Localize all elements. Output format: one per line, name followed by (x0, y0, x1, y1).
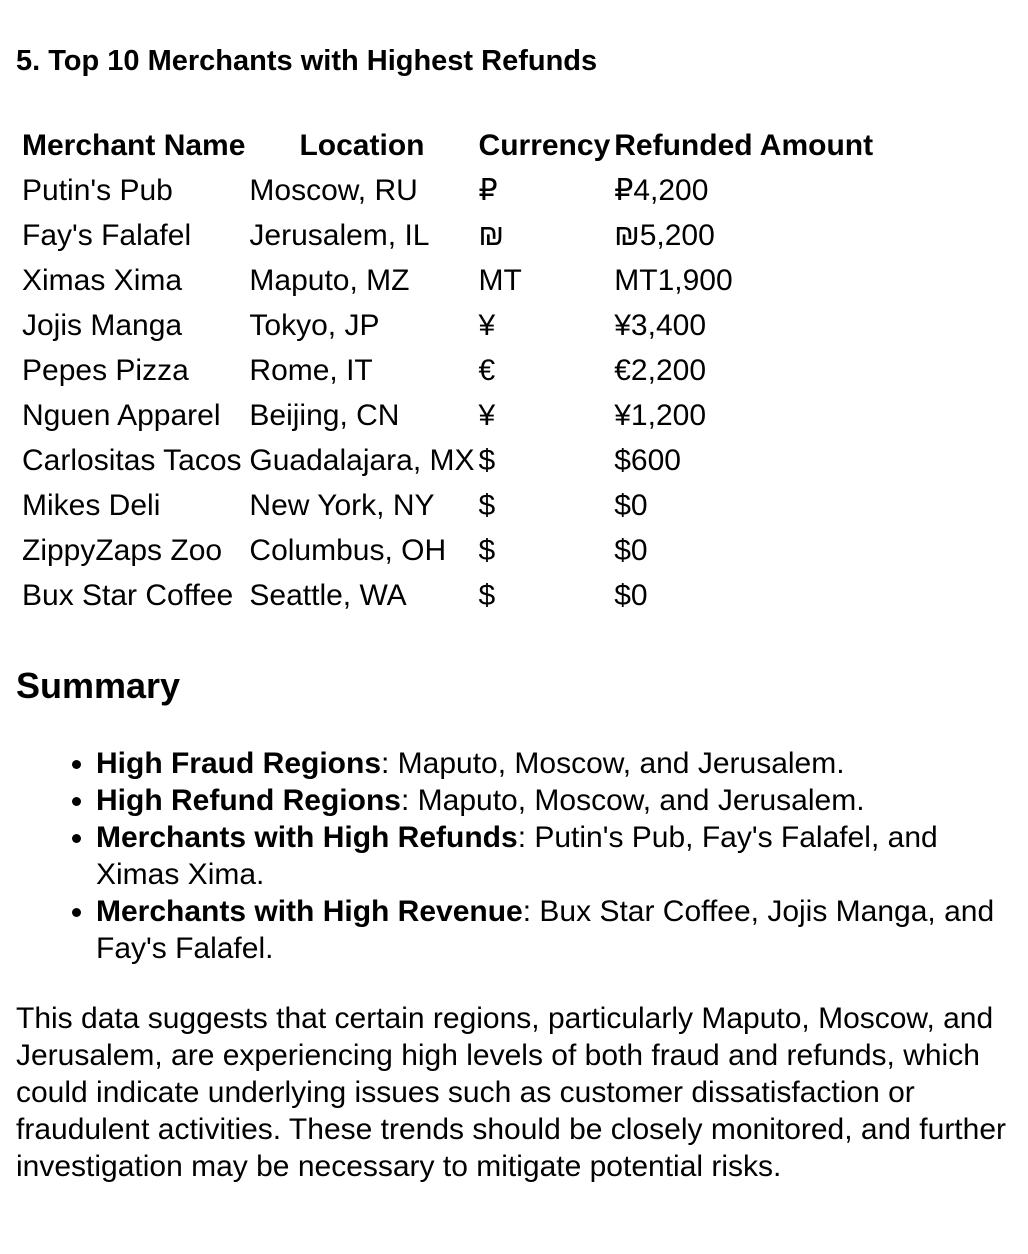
finding-text: : Putin's Pub, Fay's Falafel, and Ximas Xima. (96, 821, 938, 891)
location-cell: Columbus, OH (249, 533, 447, 567)
merchant-name-cell: Nguen Apparel (22, 398, 221, 432)
refunded-amount-cell: MT1,900 (614, 263, 733, 297)
summary-heading: Summary (16, 665, 181, 706)
table-row (20, 393, 875, 438)
finding-label: Merchants with High Revenue (96, 895, 523, 928)
summary-list (16, 745, 1006, 967)
column-header-location: Location (299, 129, 425, 162)
location-cell: Maputo, MZ (249, 263, 410, 297)
refunded-amount-cell: $0 (614, 533, 648, 567)
table-header-row (20, 124, 875, 168)
merchant-name-cell: Mikes Deli (22, 488, 161, 522)
closing-paragraph: This data suggests that certain regions, particularly Maputo, Moscow, and Jerusalem, are experiencing high levels of both fraud and refunds, which could indicate underlying issues such as customer dissatisfaction or fraudulent activities. These trends should be closely monitored, and further investigation may be necessary to mitigate potential risks. (16, 1002, 1006, 1183)
refunded-amount-cell: $0 (614, 488, 648, 522)
table-row (20, 528, 875, 573)
table-row (20, 303, 875, 348)
location-cell: Guadalajara, MX (249, 443, 475, 477)
finding-label: High Fraud Regions (96, 747, 381, 780)
refunded-amount-cell: ¥1,200 (614, 398, 707, 432)
refunded-amount-cell: €2,200 (614, 353, 707, 387)
currency-cell: ¥ (478, 398, 496, 432)
location-cell: Rome, IT (249, 353, 373, 387)
table-row (20, 438, 875, 483)
merchant-name-cell: Fay's Falafel (22, 218, 192, 252)
location-cell: Beijing, CN (249, 398, 400, 432)
table-row (20, 483, 875, 528)
list-item (96, 819, 1006, 893)
column-header-refunded-amount: Refunded Amount (614, 129, 874, 162)
merchant-name-cell: Pepes Pizza (22, 353, 189, 387)
table-row (20, 168, 875, 213)
currency-cell: $ (478, 443, 496, 477)
refunded-amount-cell: ₪5,200 (614, 218, 715, 252)
merchant-name-cell: ZippyZaps Zoo (22, 533, 223, 567)
currency-cell: MT (478, 263, 522, 297)
location-cell: Tokyo, JP (249, 308, 380, 342)
refunded-amount-cell: $0 (614, 578, 648, 612)
currency-cell: ₽ (478, 174, 498, 207)
refunded-amount-cell: ¥3,400 (614, 308, 707, 342)
location-cell: Jerusalem, IL (249, 218, 430, 252)
table-row (20, 573, 875, 618)
table-row (20, 348, 875, 393)
currency-cell: ₪ (478, 218, 505, 252)
finding-text: : Bux Star Coffee, Jojis Manga, and Fay's Falafel. (96, 895, 995, 965)
currency-cell: $ (478, 578, 496, 612)
refunded-amount-cell: ₽4,200 (614, 174, 709, 207)
section-heading: 5. Top 10 Merchants with Highest Refunds (16, 45, 598, 77)
location-cell: New York, NY (249, 488, 435, 522)
list-item (96, 745, 1006, 782)
location-cell: Seattle, WA (249, 578, 407, 612)
currency-cell: ¥ (478, 308, 496, 342)
finding-text: : Maputo, Moscow, and Jerusalem. (381, 747, 845, 780)
refunds-table (20, 124, 875, 618)
merchant-name-cell: Ximas Xima (22, 263, 183, 297)
table-row (20, 213, 875, 258)
list-item (96, 782, 1006, 819)
column-header-currency: Currency (478, 129, 611, 162)
refunded-amount-cell: $600 (614, 443, 681, 477)
finding-label: Merchants with High Refunds (96, 821, 518, 854)
currency-cell: $ (478, 533, 496, 567)
currency-cell: $ (478, 488, 496, 522)
finding-text: : Maputo, Moscow, and Jerusalem. (400, 784, 865, 817)
list-item (96, 893, 1006, 967)
currency-cell: € (478, 353, 496, 387)
column-header-merchant-name: Merchant Name (22, 129, 246, 162)
merchant-name-cell: Bux Star Coffee (22, 578, 234, 612)
merchant-name-cell: Carlositas Tacos (22, 443, 242, 477)
finding-label: High Refund Regions (96, 784, 401, 817)
location-cell: Moscow, RU (249, 173, 418, 207)
merchant-name-cell: Jojis Manga (22, 308, 183, 342)
merchant-name-cell: Putin's Pub (22, 173, 173, 207)
table-row (20, 258, 875, 303)
